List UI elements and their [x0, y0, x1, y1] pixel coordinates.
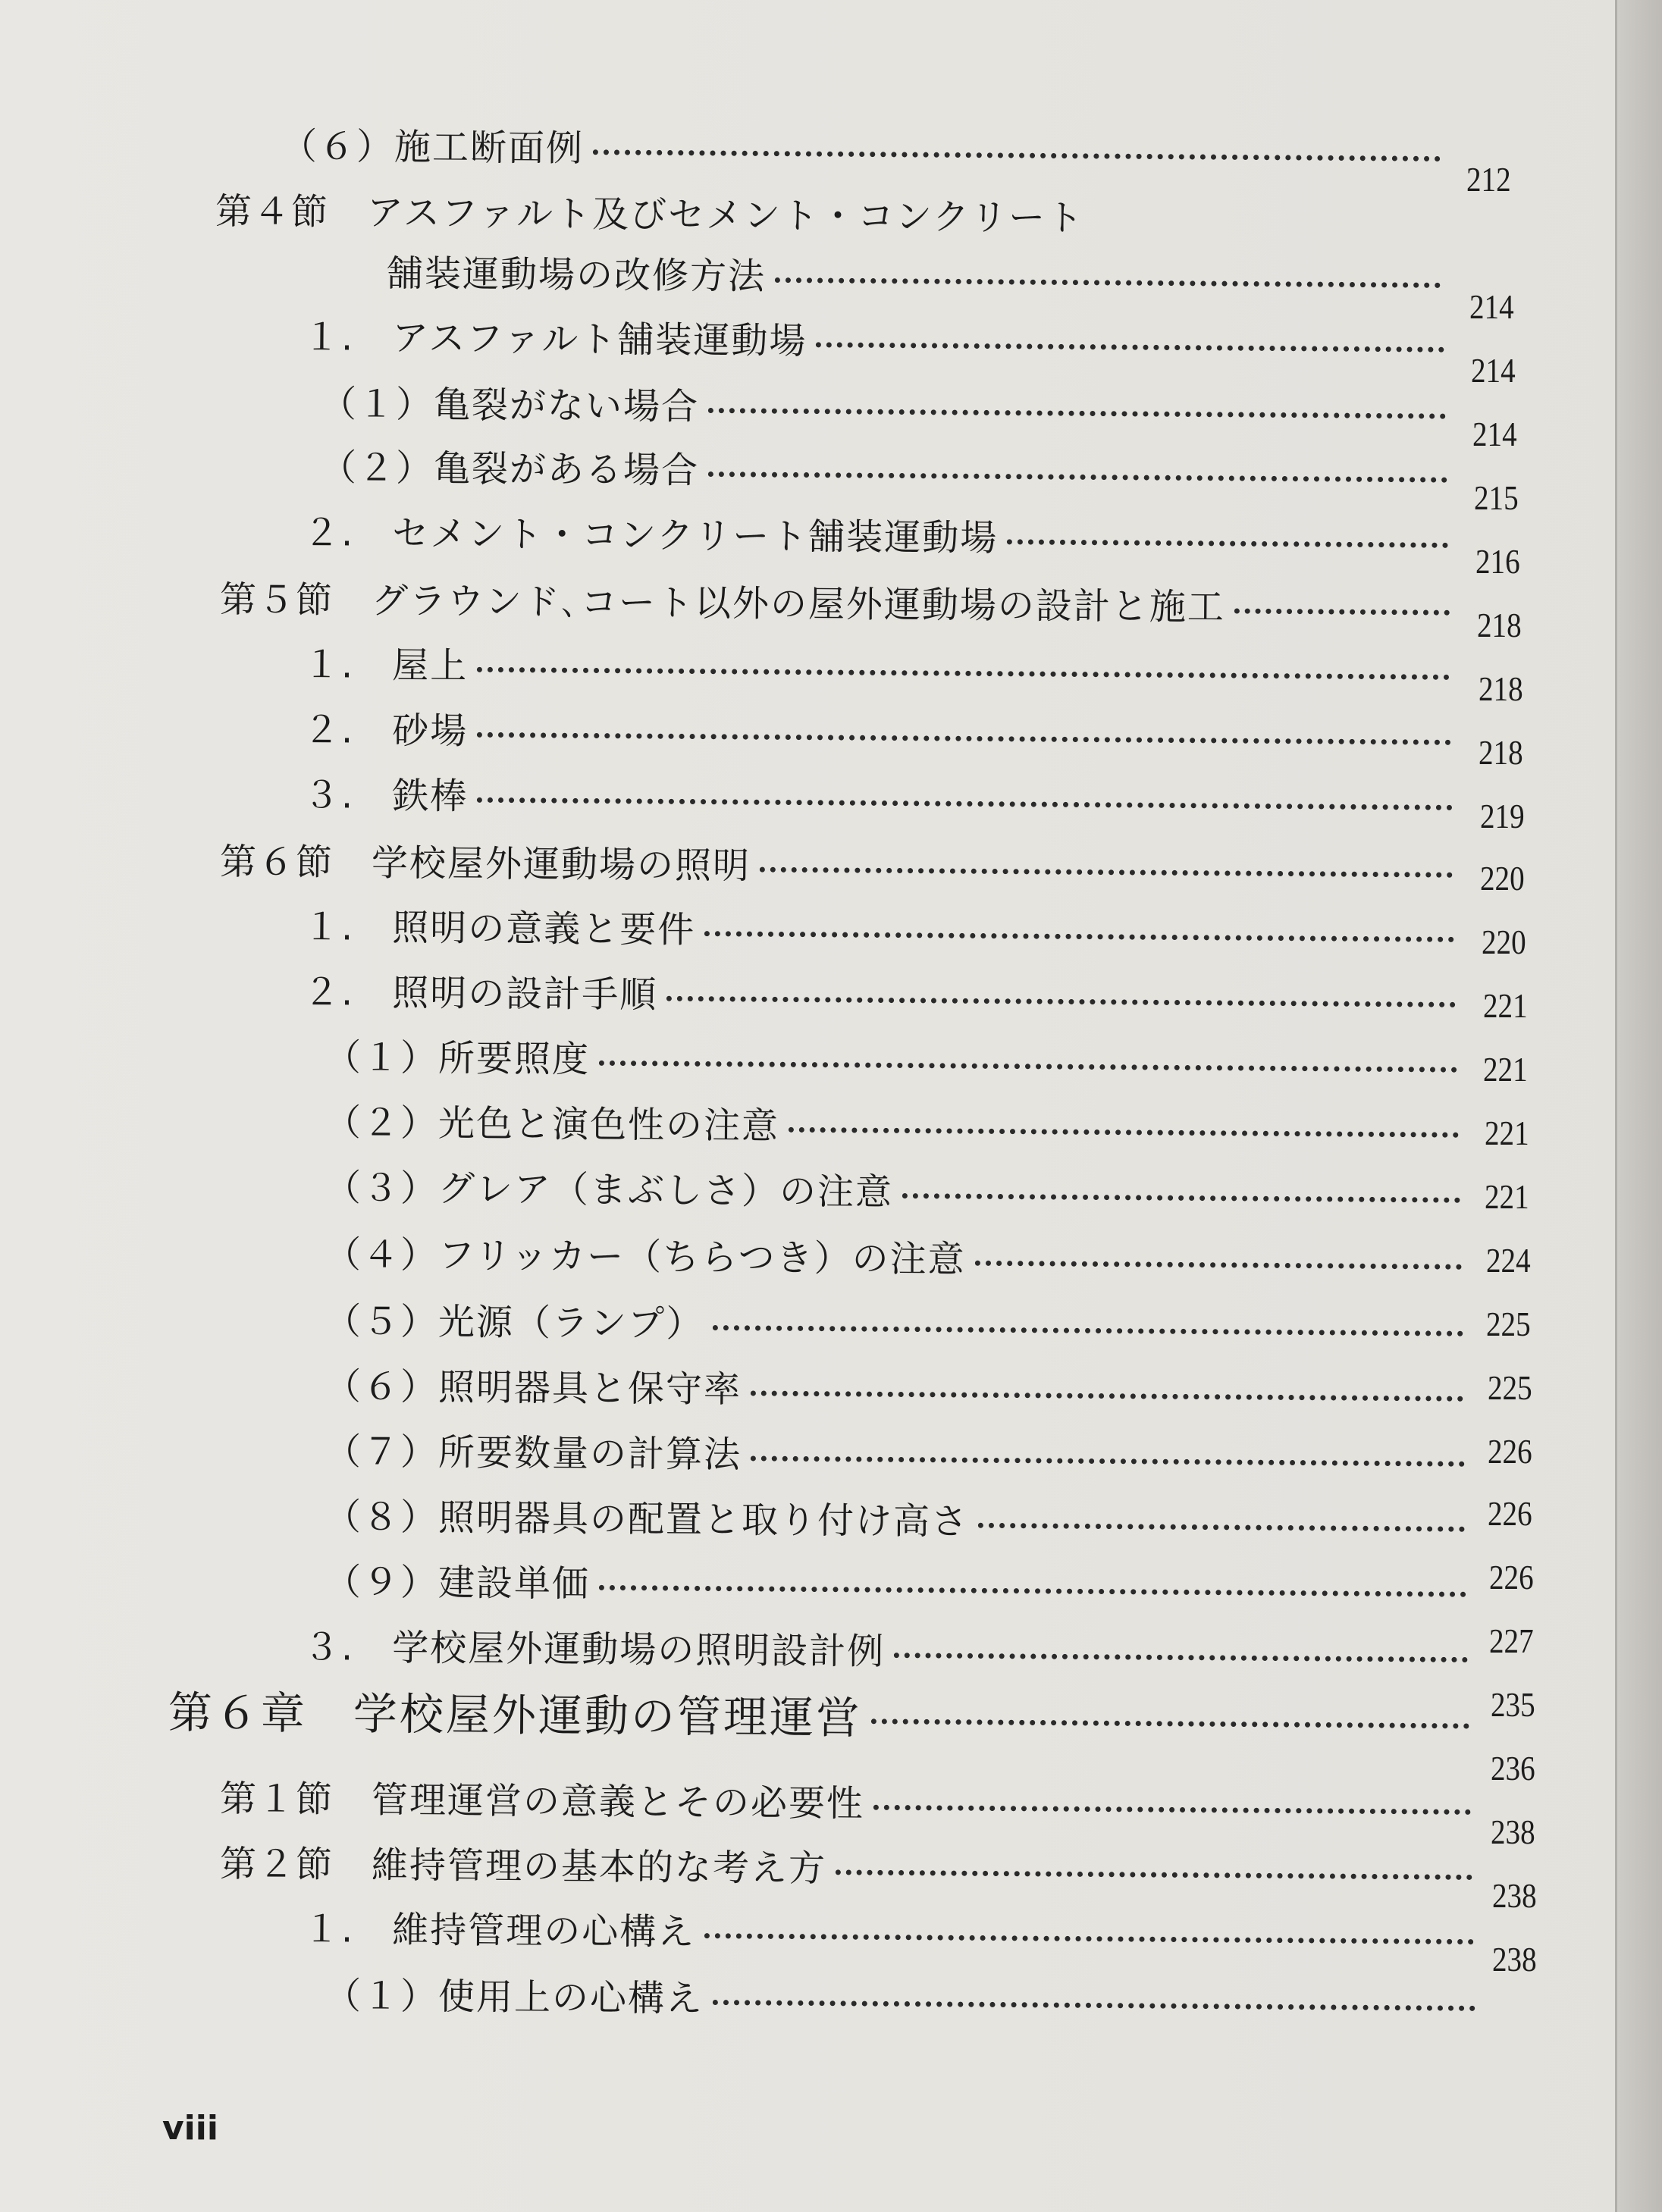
page-number: 221: [1485, 1177, 1529, 1216]
page-number: 226: [1489, 1558, 1534, 1596]
dot-leader: [708, 400, 1446, 419]
toc-entry: [320, 432, 1448, 505]
toc-entry-text: ２. 砂場: [303, 708, 469, 753]
toc-entry-text: ２. セメント・コンクリート舗装運動場: [303, 511, 999, 559]
dot-leader: [816, 334, 1444, 352]
toc-entry: [325, 1219, 1463, 1292]
toc-entry-text: ３. 学校屋外運動場の照明設計例: [303, 1625, 886, 1673]
dot-leader: [599, 1577, 1466, 1596]
dot-leader: [666, 988, 1456, 1007]
dot-leader: [713, 1992, 1475, 2011]
page-number: 226: [1488, 1432, 1532, 1471]
toc-entry-text: （６）施工断面例: [280, 124, 585, 170]
toc-entry-text: （８）照明器具の配置と取り付け高さ: [324, 1495, 970, 1543]
toc-entry: [303, 497, 1449, 570]
toc-entry: [325, 1152, 1461, 1225]
toc-entry-text: （１）所要照度: [324, 1036, 591, 1081]
page-number: 220: [1480, 859, 1525, 898]
toc-entry: [325, 1481, 1466, 1554]
page-number: 214: [1469, 287, 1514, 326]
toc-entry-text: （４）フリッカー（ちらつき）の注意: [324, 1233, 966, 1281]
dot-leader: [871, 1711, 1469, 1728]
toc-entry-text: 第４節 アスファルト及びセメント・コンクリート: [215, 190, 1085, 240]
page-number: 218: [1479, 669, 1523, 708]
toc-entry: [325, 1546, 1467, 1619]
page-number: 215: [1474, 478, 1519, 517]
page-number: 224: [1486, 1241, 1531, 1280]
page-number: 220: [1482, 923, 1526, 961]
toc-entry-text: ３. 鉄棒: [303, 773, 469, 818]
toc-entry: [325, 1087, 1460, 1160]
toc-entry: [220, 1763, 1472, 1837]
page-number: 216: [1475, 542, 1520, 581]
page-number: 226: [1488, 1494, 1532, 1533]
dot-leader: [477, 789, 1453, 810]
toc-entry-text: 第５節 グラウンド､コート以外の屋外運動場の設計と施工: [219, 578, 1226, 628]
page-folio: viii: [162, 2109, 218, 2148]
toc-entry: [325, 1286, 1464, 1358]
dot-leader: [894, 1645, 1468, 1662]
dot-leader: [1234, 600, 1450, 615]
toc-entry: [320, 368, 1447, 441]
page-number: 238: [1492, 1876, 1537, 1915]
dot-leader: [1007, 531, 1448, 548]
dot-leader: [477, 659, 1450, 679]
dot-leader: [708, 464, 1447, 483]
dot-leader: [751, 1448, 1465, 1466]
dot-leader: [713, 1317, 1463, 1336]
page-number: 221: [1485, 1114, 1529, 1152]
dot-leader: [704, 1925, 1474, 1944]
page-number: 218: [1479, 733, 1523, 772]
toc-entry: [325, 1960, 1476, 2033]
toc-entry-text: （２）亀裂がある場合: [319, 446, 700, 492]
toc-entry: [281, 111, 1441, 183]
toc-entry-text: 第２節 維持管理の基本的な考え方: [219, 1842, 827, 1890]
toc-entry: [303, 1894, 1475, 1966]
toc-entry: [325, 1351, 1464, 1424]
page-number: 238: [1492, 1940, 1537, 1979]
dot-leader: [775, 270, 1441, 288]
dot-leader: [873, 1797, 1471, 1814]
toc-entry: [325, 1416, 1466, 1489]
page-number: 212: [1466, 160, 1511, 199]
toc-entry-text: 舗装運動場の改修方法: [386, 252, 767, 298]
toc-entry-text: 第６章 学校屋外運動の管理運営: [168, 1687, 863, 1744]
toc-entry: [303, 694, 1452, 767]
toc-entry-text: （３）グレア（まぶしさ）の注意: [324, 1166, 894, 1214]
dot-leader: [477, 724, 1451, 744]
toc-entry: [215, 176, 1278, 248]
toc-chapter-entry: [168, 1677, 1470, 1750]
dot-leader: [760, 859, 1453, 877]
page-number: 238: [1491, 1813, 1535, 1851]
toc-entry-text: 第６節 学校屋外運動場の照明: [219, 840, 751, 887]
toc-entry: [220, 564, 1450, 638]
dot-leader: [751, 1383, 1463, 1401]
toc-entry: [387, 238, 1441, 310]
toc-entry: [303, 1612, 1469, 1684]
toc-entry-text: （５）光源（ランプ）: [324, 1299, 704, 1346]
toc-entry-text: （２）光色と演色性の注意: [324, 1101, 780, 1148]
toc-entry-text: （９）建設単価: [324, 1560, 591, 1606]
dot-leader: [789, 1119, 1459, 1137]
page-number: 227: [1489, 1621, 1534, 1660]
toc-entry: [220, 826, 1453, 900]
toc-entry: [303, 760, 1453, 832]
toc-entry-text: ２. 照明の設計手順: [303, 970, 658, 1017]
dot-leader: [599, 1052, 1457, 1072]
page-number: 225: [1488, 1368, 1532, 1407]
page-right-edge: [1615, 0, 1662, 2212]
toc-entry: [303, 957, 1457, 1029]
page-number: 225: [1486, 1305, 1531, 1343]
page-number: 221: [1483, 1050, 1528, 1089]
toc-entry: [303, 891, 1455, 964]
toc-entry: [303, 302, 1445, 374]
toc-entry: [325, 1022, 1458, 1095]
dot-leader: [902, 1185, 1460, 1202]
toc-entry: [303, 629, 1450, 702]
page-number: 218: [1477, 606, 1522, 644]
page-number: 235: [1491, 1685, 1535, 1724]
dot-leader: [836, 1862, 1472, 1880]
dot-leader: [593, 142, 1441, 161]
toc-entry-text: （６）照明器具と保守率: [324, 1364, 742, 1411]
toc-entry-text: 第１節 管理運営の意義とその必要性: [219, 1777, 865, 1825]
toc-entry: [220, 1828, 1473, 1902]
toc-entry-text: １. 維持管理の心構え: [303, 1907, 696, 1954]
page-number: 236: [1491, 1749, 1535, 1787]
page-number: 219: [1480, 797, 1525, 835]
page-number: 214: [1471, 351, 1516, 390]
toc-entry-text: １. アスファルト舗装運動場: [303, 315, 807, 362]
toc-entry-text: （１）亀裂がない場合: [319, 382, 700, 428]
toc-entry-text: １. 屋上: [303, 643, 469, 688]
toc-entry-text: （７）所要数量の計算法: [324, 1430, 742, 1476]
dot-leader: [704, 923, 1454, 942]
page-number: 221: [1483, 986, 1528, 1025]
toc-entry-text: （１）使用上の心構え: [324, 1974, 704, 2020]
dot-leader: [975, 1252, 1462, 1269]
page-number: 214: [1472, 415, 1517, 453]
toc-entry-text: １. 照明の意義と要件: [303, 905, 696, 951]
dot-leader: [978, 1515, 1465, 1531]
